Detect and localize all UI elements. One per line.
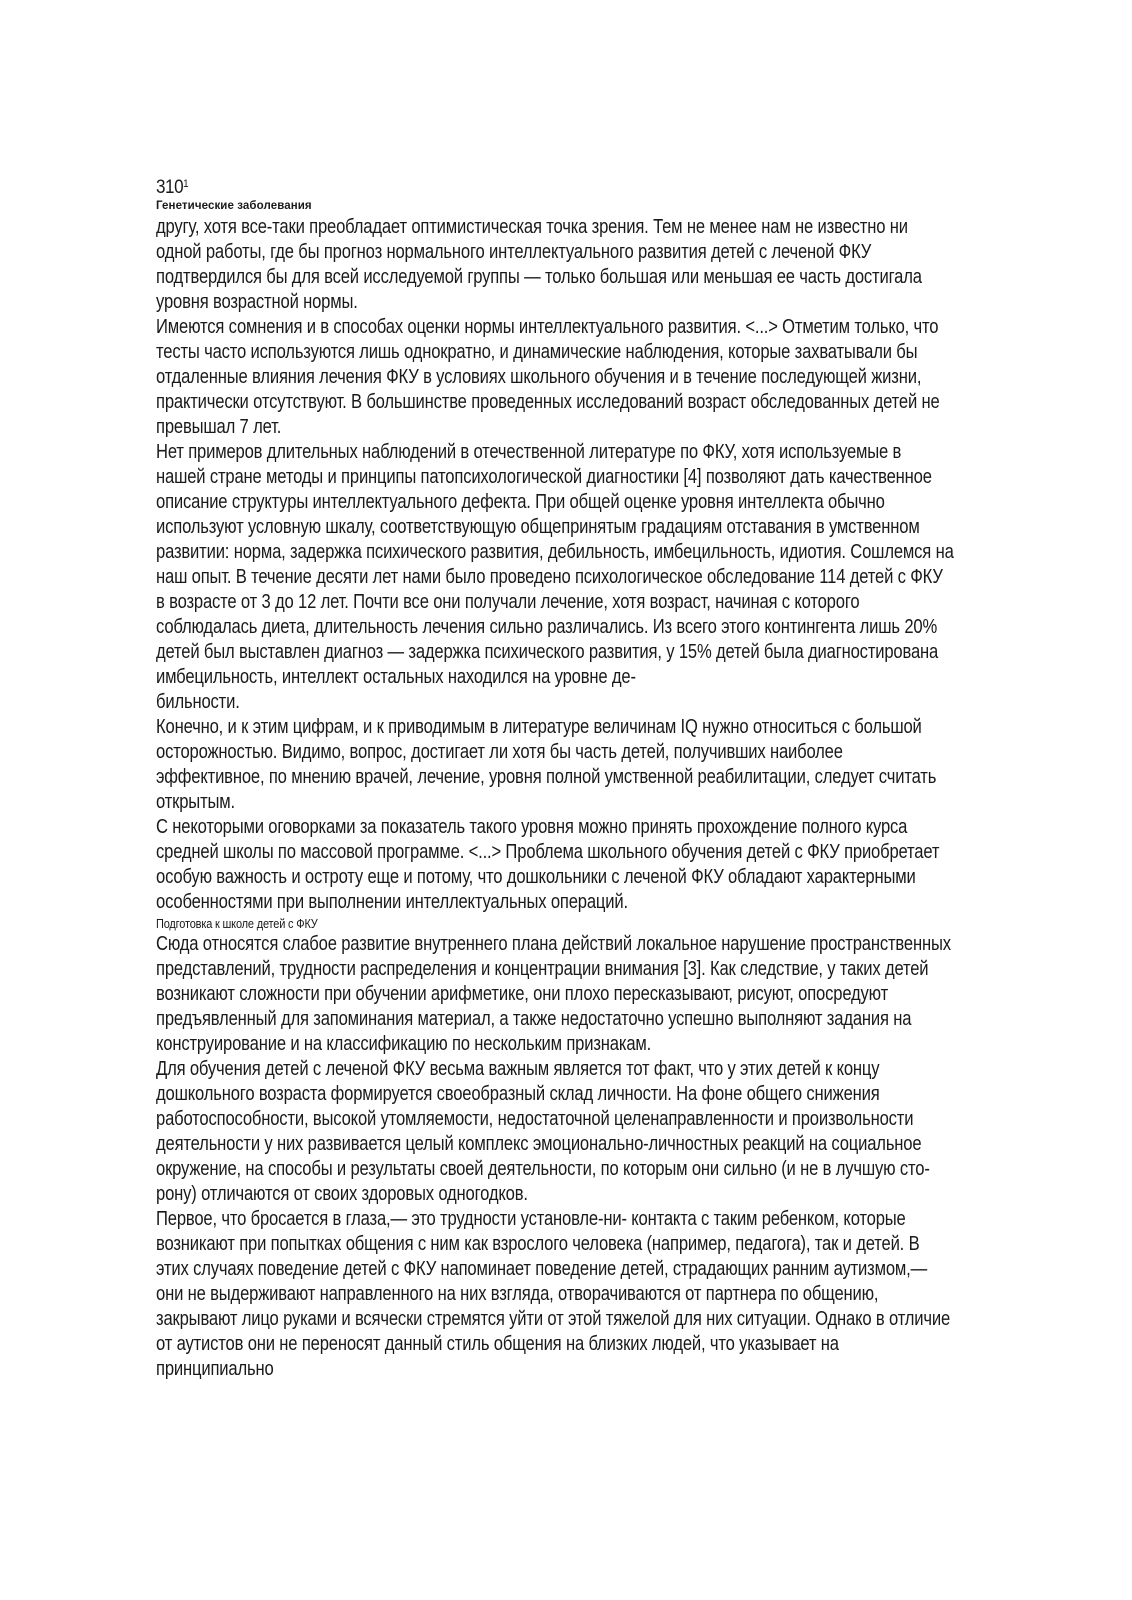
document-page [156,173,1056,1382]
running-header: Генетические заболевания [156,200,312,212]
paragraph-6: Сюда относятся слабое развитие внутреннего плана действий локальное нарушение пространственных представлений, трудности распределения и концентрации внимания [3]. Как следствие, у таких детей возникают сложности при обучении арифметике, они плохо пересказывают, рисуют, опосредуют предъявленный для запоминания материал, а также недостаточно успешно выполняют задания на конструирование и на классификацию по нескольким признакам. [156,933,951,1055]
page-number [156,173,966,199]
paragraph-1: другу, хотя все-таки преобладает оптимистическая точка зрения. Тем не менее нам не известно ни одной работы, где бы прогноз нормального интеллектуального развития детей с леченой ФКУ подтвердился бы для всей исследуемой группы — только большая или меньшая ее часть достигала уровня возрастной нормы. [156,216,922,313]
page-number-value: 310 [156,177,184,198]
paragraph-5: С некоторыми оговорками за показатель такого уровня можно принять прохождение полного курса средней школы по массовой программе. <...> Проблема школьного обучения детей с ФКУ приобретает особую важность и остроту еще и потому, что дошкольники с леченой ФКУ обладают характерными особенностями при выполнении интеллектуальных операций. [156,816,940,913]
paragraph-8: Первое, что бросается в глаза,— это трудности установле-ни- контакта с таким ребенком, которые возникают при попытках общения с ним как взрослого человека (например, педагога), так и детей. В этих случаях поведение детей с ФКУ напоминает поведение детей, страдающих ранним аутизмом,— они не выдерживают направленного на них взгляда, отворачиваются от партнера по общению, закрывают лицо руками и всячески стремятся уйти от этой тяжелой для них ситуации. Однако в отличие от аутистов они не переносят данный стиль общения на близких людей, что указывает на принципиально [156,1208,951,1380]
paragraph-2: Имеются сомнения и в способах оценки нормы интеллектуального развития. <...> Отметим только, что тесты часто используются лишь однократно, и динамические наблюдения, которые захватывали бы отдаленные влияния лечения ФКУ в условиях школьного обучения и в течение последующей жизни, практически отсутствуют. В большинстве проведенных исследований возраст обследованных детей не превышал 7 лет. [156,316,940,438]
paragraph-4: Конечно, и к этим цифрам, и к приводимым в литературе величинам IQ нужно относиться с большой осторожностью. Видимо, вопрос, достигает ли хотя бы часть детей, получивших наиболее эффективное, по мнению врачей, лечение, уровня полной умственной реабилитации, следует считать открытым. [156,716,937,813]
paragraph-3: Нет примеров длительных наблюдений в отечественной литературе по ФКУ, хотя используемые в нашей стране методы и принципы патопсихологической диагностики [4] позволяют дать качественное описание структуры интеллектуального дефекта. При общей оценке уровня интеллекта обычно используют условную шкалу, соответствующую общепринятым градациям отставания в умственном развитии: норма, задержка психического развития, дебильность, имбецильность, идиотия. Сошлемся на наш опыт. В течение десяти лет нами было проведено психологическое обследование 114 детей с ФКУ в возрасте от 3 до 12 лет. Почти все они получали лечение, хотя возраст, начиная с которого соблюдалась диета, длительность лечения сильно различались. Из всего этого контингента лишь 20% детей был выставлен диагноз — задержка психического развития, у 15% детей была диагностирована имбецильность, интеллект остальных находился на уровне де- бильности. [156,441,954,713]
paragraph-7: Для обучения детей с леченой ФКУ весьма важным является тот факт, что у этих детей к концу дошкольного возраста формируется своеобразный склад личности. На фоне общего снижения работоспособности, высокой утомляемости, недостаточной целенаправленности и произвольности деятельности у них развивается целый комплекс эмоционально-личностных реакций на социальное окружение, на способы и результаты своей деятельности, по которым они сильно (и не в лучшую сто- рону) отличаются от своих здоровых одногодков. [156,1058,930,1205]
page-number-superscript: 1 [183,178,189,190]
section-subheading: Подготовка к школе детей с ФКУ [156,917,318,931]
